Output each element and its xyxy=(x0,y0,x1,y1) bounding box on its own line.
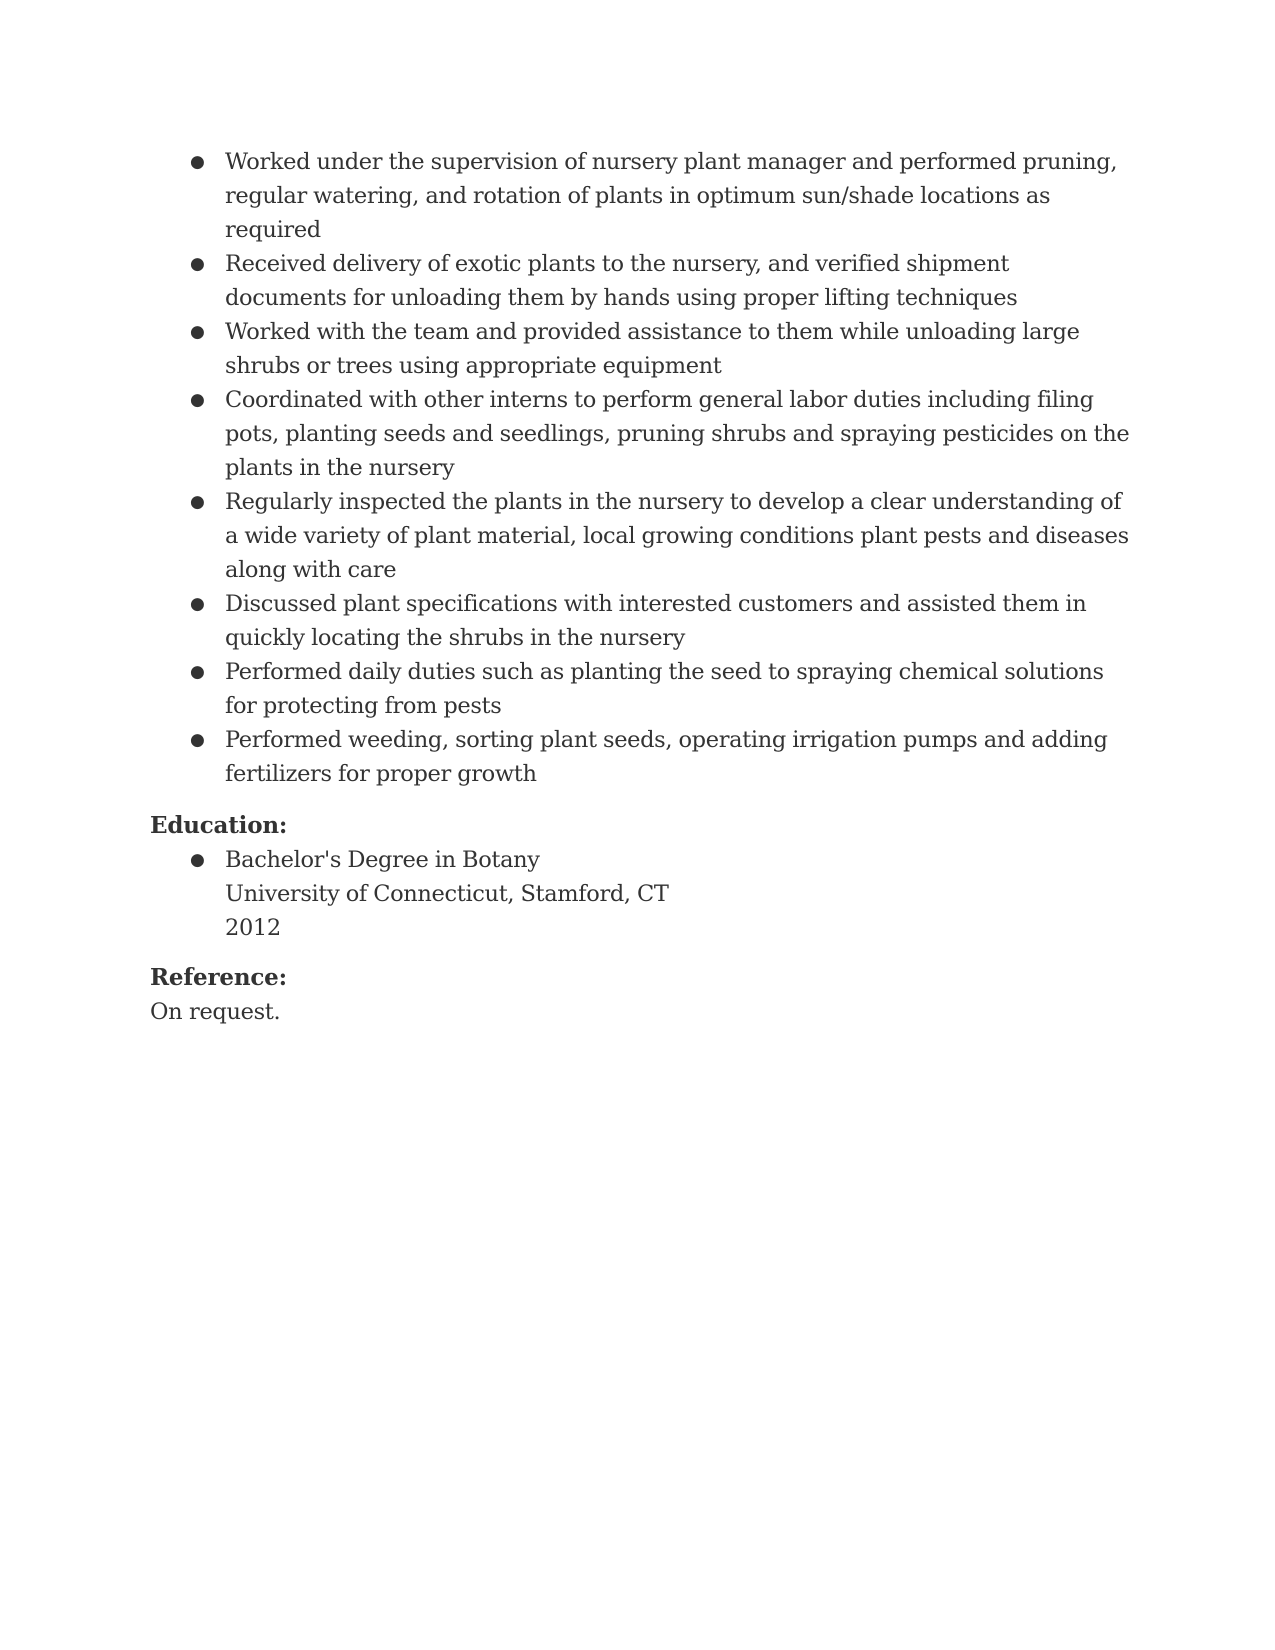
education-heading: Education: xyxy=(150,812,288,839)
list-item xyxy=(150,655,1130,723)
education-school: University of Connecticut, Stamford, CT xyxy=(225,881,669,907)
bullet-icon: ● xyxy=(190,390,205,410)
bullet-icon: ● xyxy=(190,254,205,274)
list-item xyxy=(150,587,1130,655)
list-item xyxy=(150,843,1130,945)
resume-page xyxy=(150,145,1130,1029)
bullet-icon: ● xyxy=(190,152,205,172)
education-list xyxy=(150,843,1130,945)
list-item xyxy=(150,383,1130,485)
bullet-icon: ● xyxy=(190,730,205,750)
education-year: 2012 xyxy=(225,915,281,941)
list-item-text: Discussed plant specifications with interested customers and assisted them in quickly locating the shrubs in the nursery xyxy=(225,591,1087,651)
list-item-text: Worked under the supervision of nursery plant manager and performed pruning, regular watering, and rotation of plants in optimum sun/shade locations as required xyxy=(225,149,1118,243)
reference-heading: Reference: xyxy=(150,964,287,991)
list-item xyxy=(150,315,1130,383)
bullet-icon: ● xyxy=(190,662,205,682)
reference-text: On request. xyxy=(150,999,281,1025)
list-item-text: Performed daily duties such as planting the seed to spraying chemical solutions for protecting from pests xyxy=(225,659,1104,719)
bullet-icon: ● xyxy=(190,322,205,342)
list-item-text: Regularly inspected the plants in the nursery to develop a clear understanding of a wide variety of plant material, local growing conditions plant pests and diseases along with care xyxy=(225,489,1129,583)
list-item-text: Performed weeding, sorting plant seeds, operating irrigation pumps and adding fertilizers for proper growth xyxy=(225,727,1108,787)
list-item xyxy=(150,723,1130,791)
list-item-text: Coordinated with other interns to perform general labor duties including filing pots, planting seeds and seedlings, pruning shrubs and spraying pesticides on the plants in the nursery xyxy=(225,387,1130,481)
bullet-icon: ● xyxy=(190,850,205,870)
bullet-icon: ● xyxy=(190,594,205,614)
education-degree: Bachelor's Degree in Botany xyxy=(225,847,540,873)
list-item-text: Worked with the team and provided assistance to them while unloading large shrubs or trees using appropriate equipment xyxy=(225,319,1080,379)
list-item xyxy=(150,485,1130,587)
experience-list xyxy=(150,145,1130,791)
bullet-icon: ● xyxy=(190,492,205,512)
list-item-text: Received delivery of exotic plants to the nursery, and verified shipment documents for unloading them by hands using proper lifting techniques xyxy=(225,251,1018,311)
list-item xyxy=(150,145,1130,247)
list-item xyxy=(150,247,1130,315)
